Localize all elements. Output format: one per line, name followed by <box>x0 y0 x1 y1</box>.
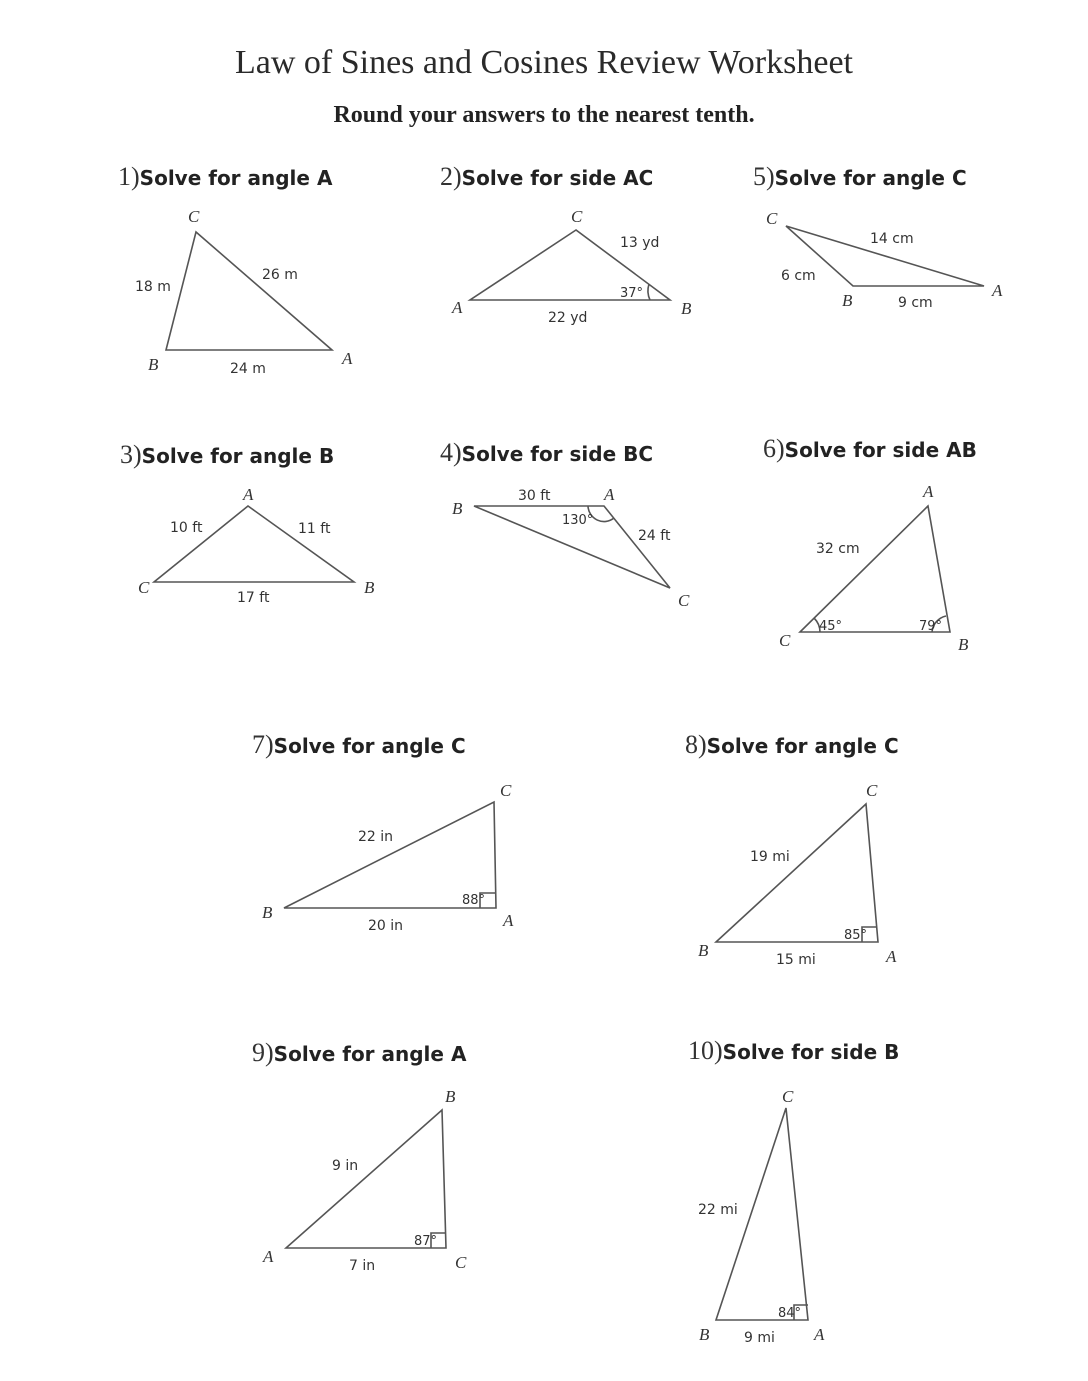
triangle-3 <box>138 485 375 606</box>
side-label: 22 mi <box>698 1202 738 1218</box>
vertex-label: A <box>503 911 514 930</box>
vertex-label: B <box>262 903 273 922</box>
angle-arc <box>648 284 650 300</box>
side-label: 14 cm <box>870 231 914 247</box>
vertex-label: A <box>452 298 463 317</box>
vertex-label: B <box>364 578 375 597</box>
problem-prompt: Solve for side AC <box>461 166 654 190</box>
angle-label: 84° <box>778 1306 802 1321</box>
triangle-1-outline <box>166 232 332 350</box>
problem-number: 7) <box>252 730 274 759</box>
problem-prompt: Solve for side AB <box>784 438 977 462</box>
side-label: 15 mi <box>776 952 816 968</box>
vertex-label: C <box>766 209 778 228</box>
side-label: 18 m <box>135 279 171 295</box>
problem-number: 8) <box>685 730 707 759</box>
vertex-label: C <box>138 578 150 597</box>
side-label: 9 cm <box>898 295 933 311</box>
vertex-label: C <box>188 207 200 226</box>
problem-prompt: Solve for angle C <box>706 734 899 758</box>
triangle-6-outline <box>800 506 950 632</box>
side-label: 19 mi <box>750 849 790 865</box>
vertex-label: C <box>455 1253 467 1272</box>
vertex-label: A <box>342 349 353 368</box>
vertex-label: B <box>699 1325 710 1344</box>
angle-label: 88° <box>462 893 486 908</box>
vertex-label: B <box>698 941 709 960</box>
vertex-label: A <box>923 482 934 501</box>
problem-number: 9) <box>252 1038 274 1067</box>
side-label: 22 in <box>358 829 394 845</box>
triangle-7 <box>262 781 514 934</box>
side-label: 24 m <box>230 361 266 377</box>
side-label: 17 ft <box>237 590 270 606</box>
vertex-label: B <box>681 299 692 318</box>
triangle-10 <box>698 1087 825 1346</box>
triangle-5 <box>766 209 1003 311</box>
vertex-label: C <box>779 631 791 650</box>
vertex-label: A <box>992 281 1003 300</box>
problem-number: 2) <box>440 162 462 191</box>
side-label: 32 cm <box>816 541 860 557</box>
triangle-1 <box>135 207 353 377</box>
angle-label: 45° <box>819 619 843 634</box>
vertex-label: C <box>500 781 512 800</box>
triangle-2 <box>451 207 692 326</box>
side-label: 20 in <box>368 918 404 934</box>
side-label: 9 mi <box>744 1330 775 1346</box>
side-label: 11 ft <box>298 521 331 537</box>
problem-prompt: Solve for angle A <box>273 1042 467 1066</box>
problem-number: 4) <box>440 438 462 467</box>
side-label: 7 in <box>349 1258 376 1274</box>
side-label: 13 yd <box>620 235 660 251</box>
side-label: 9 in <box>332 1158 359 1174</box>
vertex-label: A <box>243 485 254 504</box>
triangle-3-outline <box>154 506 354 582</box>
vertex-label: B <box>452 499 463 518</box>
vertex-label: C <box>571 207 583 226</box>
vertex-label: B <box>148 355 159 374</box>
worksheet-title: Law of Sines and Cosines Review Worksheet <box>235 44 853 81</box>
side-label: 6 cm <box>781 268 816 284</box>
side-label: 30 ft <box>518 488 551 504</box>
triangle-9 <box>262 1087 467 1274</box>
triangle-8 <box>698 781 897 968</box>
vertex-label: C <box>678 591 690 610</box>
vertex-label: B <box>842 291 853 310</box>
problem-prompt: Solve for angle C <box>273 734 466 758</box>
triangle-6 <box>779 482 969 654</box>
vertex-label: A <box>263 1247 274 1266</box>
angle-label: 87° <box>414 1234 438 1249</box>
triangle-8-outline <box>716 804 878 942</box>
angle-label: 85° <box>844 928 868 943</box>
problem-number: 5) <box>753 162 775 191</box>
problem-prompt: Solve for angle C <box>774 166 967 190</box>
problem-number: 6) <box>763 434 785 463</box>
vertex-label: A <box>814 1325 825 1344</box>
triangle-9-outline <box>286 1110 446 1248</box>
side-label: 10 ft <box>170 520 203 536</box>
side-label: 24 ft <box>638 528 671 544</box>
side-label: 26 m <box>262 267 298 283</box>
angle-label: 130° <box>562 513 594 528</box>
problem-prompt: Solve for side B <box>722 1040 900 1064</box>
angle-label: 79° <box>919 619 943 634</box>
vertex-label: C <box>782 1087 794 1106</box>
angle-label: 37° <box>620 286 644 301</box>
worksheet-instructions: Round your answers to the nearest tenth. <box>333 102 755 128</box>
vertex-label: C <box>866 781 878 800</box>
problem-prompt: Solve for angle A <box>139 166 333 190</box>
triangle-4 <box>452 485 690 610</box>
vertex-label: A <box>604 485 615 504</box>
vertex-label: B <box>958 635 969 654</box>
problem-number: 10) <box>688 1036 723 1065</box>
problem-number: 1) <box>118 162 140 191</box>
side-label: 22 yd <box>548 310 588 326</box>
vertex-label: B <box>445 1087 456 1106</box>
problem-number: 3) <box>120 440 142 469</box>
vertex-label: A <box>886 947 897 966</box>
problem-prompt: Solve for angle B <box>141 444 335 468</box>
problem-prompt: Solve for side BC <box>461 442 654 466</box>
